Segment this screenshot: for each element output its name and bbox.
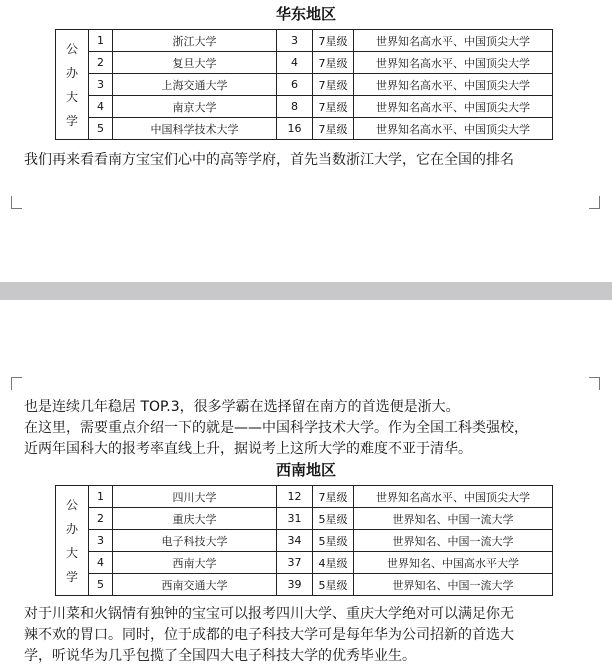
level-description-cell: 世界知名、中国一流大学 (354, 574, 553, 596)
row-number-cell: 5 (89, 574, 113, 596)
rank-cell: 31 (277, 508, 313, 530)
category-character: 大 (65, 89, 78, 104)
table-row (56, 530, 553, 552)
rank-cell: 39 (277, 574, 313, 596)
paragraph-line: 学，听说华为几乎包揽了全国四大电子科技大学的优秀毕业生。 (24, 648, 416, 664)
rank-cell: 12 (277, 486, 313, 508)
star-rating-cell: 7星级 (313, 30, 354, 52)
southwest-region-heading: 西南地区 (275, 461, 336, 479)
row-number-cell: 3 (89, 74, 113, 96)
paragraph-zju-intro: 我们再来看看南方宝宝们心中的高等学府，首先当数浙江大学，它在全国的排名 (24, 152, 514, 168)
paragraph-line: 对于川菜和火锅情有独钟的宝宝可以报考四川大学、重庆大学绝对可以满足你无 (24, 606, 514, 622)
star-rating-cell: 5星级 (313, 574, 354, 596)
table-row (56, 574, 553, 596)
row-number-cell: 2 (89, 508, 113, 530)
level-description-cell: 世界知名、中国高水平大学 (354, 552, 553, 574)
page-margin-corner-mark (11, 377, 22, 390)
star-rating-cell: 5星级 (313, 508, 354, 530)
page-margin-corner-mark (11, 196, 22, 209)
table-row (56, 486, 553, 508)
page-margin-corner-mark (589, 377, 600, 390)
star-rating-cell: 4星级 (313, 552, 354, 574)
level-description-cell: 世界知名高水平、中国顶尖大学 (354, 74, 553, 96)
table-row (56, 74, 553, 96)
rank-cell: 37 (277, 552, 313, 574)
rank-cell: 8 (277, 96, 313, 118)
table-row (56, 52, 553, 74)
university-name-cell: 重庆大学 (113, 508, 277, 530)
table-row (56, 30, 553, 52)
level-description-cell: 世界知名高水平、中国顶尖大学 (354, 96, 553, 118)
paragraph-line: 在这里，需要重点介绍一下的就是——中国科学技术大学。作为全国工科类强校， (24, 420, 528, 436)
page-break-gap (0, 282, 612, 300)
document-page-1 (0, 0, 612, 282)
university-name-cell: 中国科学技术大学 (113, 118, 277, 140)
star-rating-cell: 7星级 (313, 118, 354, 140)
category-character: 学 (65, 113, 78, 128)
star-rating-cell: 7星级 (313, 52, 354, 74)
level-description-cell: 世界知名、中国一流大学 (354, 508, 553, 530)
level-description-cell: 世界知名高水平、中国顶尖大学 (354, 52, 553, 74)
east-university-table (55, 29, 553, 140)
university-name-cell: 南京大学 (113, 96, 277, 118)
university-name-cell: 西南大学 (113, 552, 277, 574)
category-character: 大 (65, 545, 78, 560)
paragraph-line: 辣不欢的胃口。同时，位于成都的电子科技大学可是每年华为公司招新的首选大 (24, 627, 514, 643)
row-number-cell: 4 (89, 552, 113, 574)
rank-cell: 16 (277, 118, 313, 140)
public-university-category-cell (56, 486, 89, 596)
document-page-2 (0, 300, 612, 669)
university-name-cell: 浙江大学 (113, 30, 277, 52)
category-character: 学 (65, 569, 78, 584)
table-row (56, 118, 553, 140)
paragraph-line: 近两年国科大的报考率直线上升，据说考上这所大学的难度不亚于清华。 (24, 441, 472, 457)
level-description-cell: 世界知名、中国一流大学 (354, 530, 553, 552)
row-number-cell: 1 (89, 486, 113, 508)
row-number-cell: 3 (89, 530, 113, 552)
page-margin-corner-mark (589, 196, 600, 209)
star-rating-cell: 5星级 (313, 530, 354, 552)
category-character: 公 (65, 41, 78, 56)
level-description-cell: 世界知名高水平、中国顶尖大学 (354, 118, 553, 140)
public-university-category-cell (56, 30, 89, 140)
university-name-cell: 上海交通大学 (113, 74, 277, 96)
rank-cell: 4 (277, 52, 313, 74)
university-name-cell: 西南交通大学 (113, 574, 277, 596)
table-row (56, 96, 553, 118)
east-region-heading: 华东地区 (275, 5, 336, 23)
row-number-cell: 5 (89, 118, 113, 140)
star-rating-cell: 7星级 (313, 74, 354, 96)
row-number-cell: 2 (89, 52, 113, 74)
rank-cell: 34 (277, 530, 313, 552)
star-rating-cell: 7星级 (313, 486, 354, 508)
level-description-cell: 世界知名高水平、中国顶尖大学 (354, 486, 553, 508)
table-row (56, 552, 553, 574)
rank-cell: 6 (277, 74, 313, 96)
university-name-cell: 复旦大学 (113, 52, 277, 74)
category-character: 办 (65, 521, 78, 536)
level-description-cell: 世界知名高水平、中国顶尖大学 (354, 30, 553, 52)
star-rating-cell: 7星级 (313, 96, 354, 118)
paragraph-line: 也是连续几年稳居 TOP.3，很多学霸在选择留在南方的首选便是浙大。 (24, 399, 460, 415)
table-row (56, 508, 553, 530)
southwest-university-table (55, 485, 553, 596)
university-name-cell: 电子科技大学 (113, 530, 277, 552)
row-number-cell: 4 (89, 96, 113, 118)
category-character: 公 (65, 497, 78, 512)
rank-cell: 3 (277, 30, 313, 52)
category-character: 办 (65, 65, 78, 80)
row-number-cell: 1 (89, 30, 113, 52)
university-name-cell: 四川大学 (113, 486, 277, 508)
